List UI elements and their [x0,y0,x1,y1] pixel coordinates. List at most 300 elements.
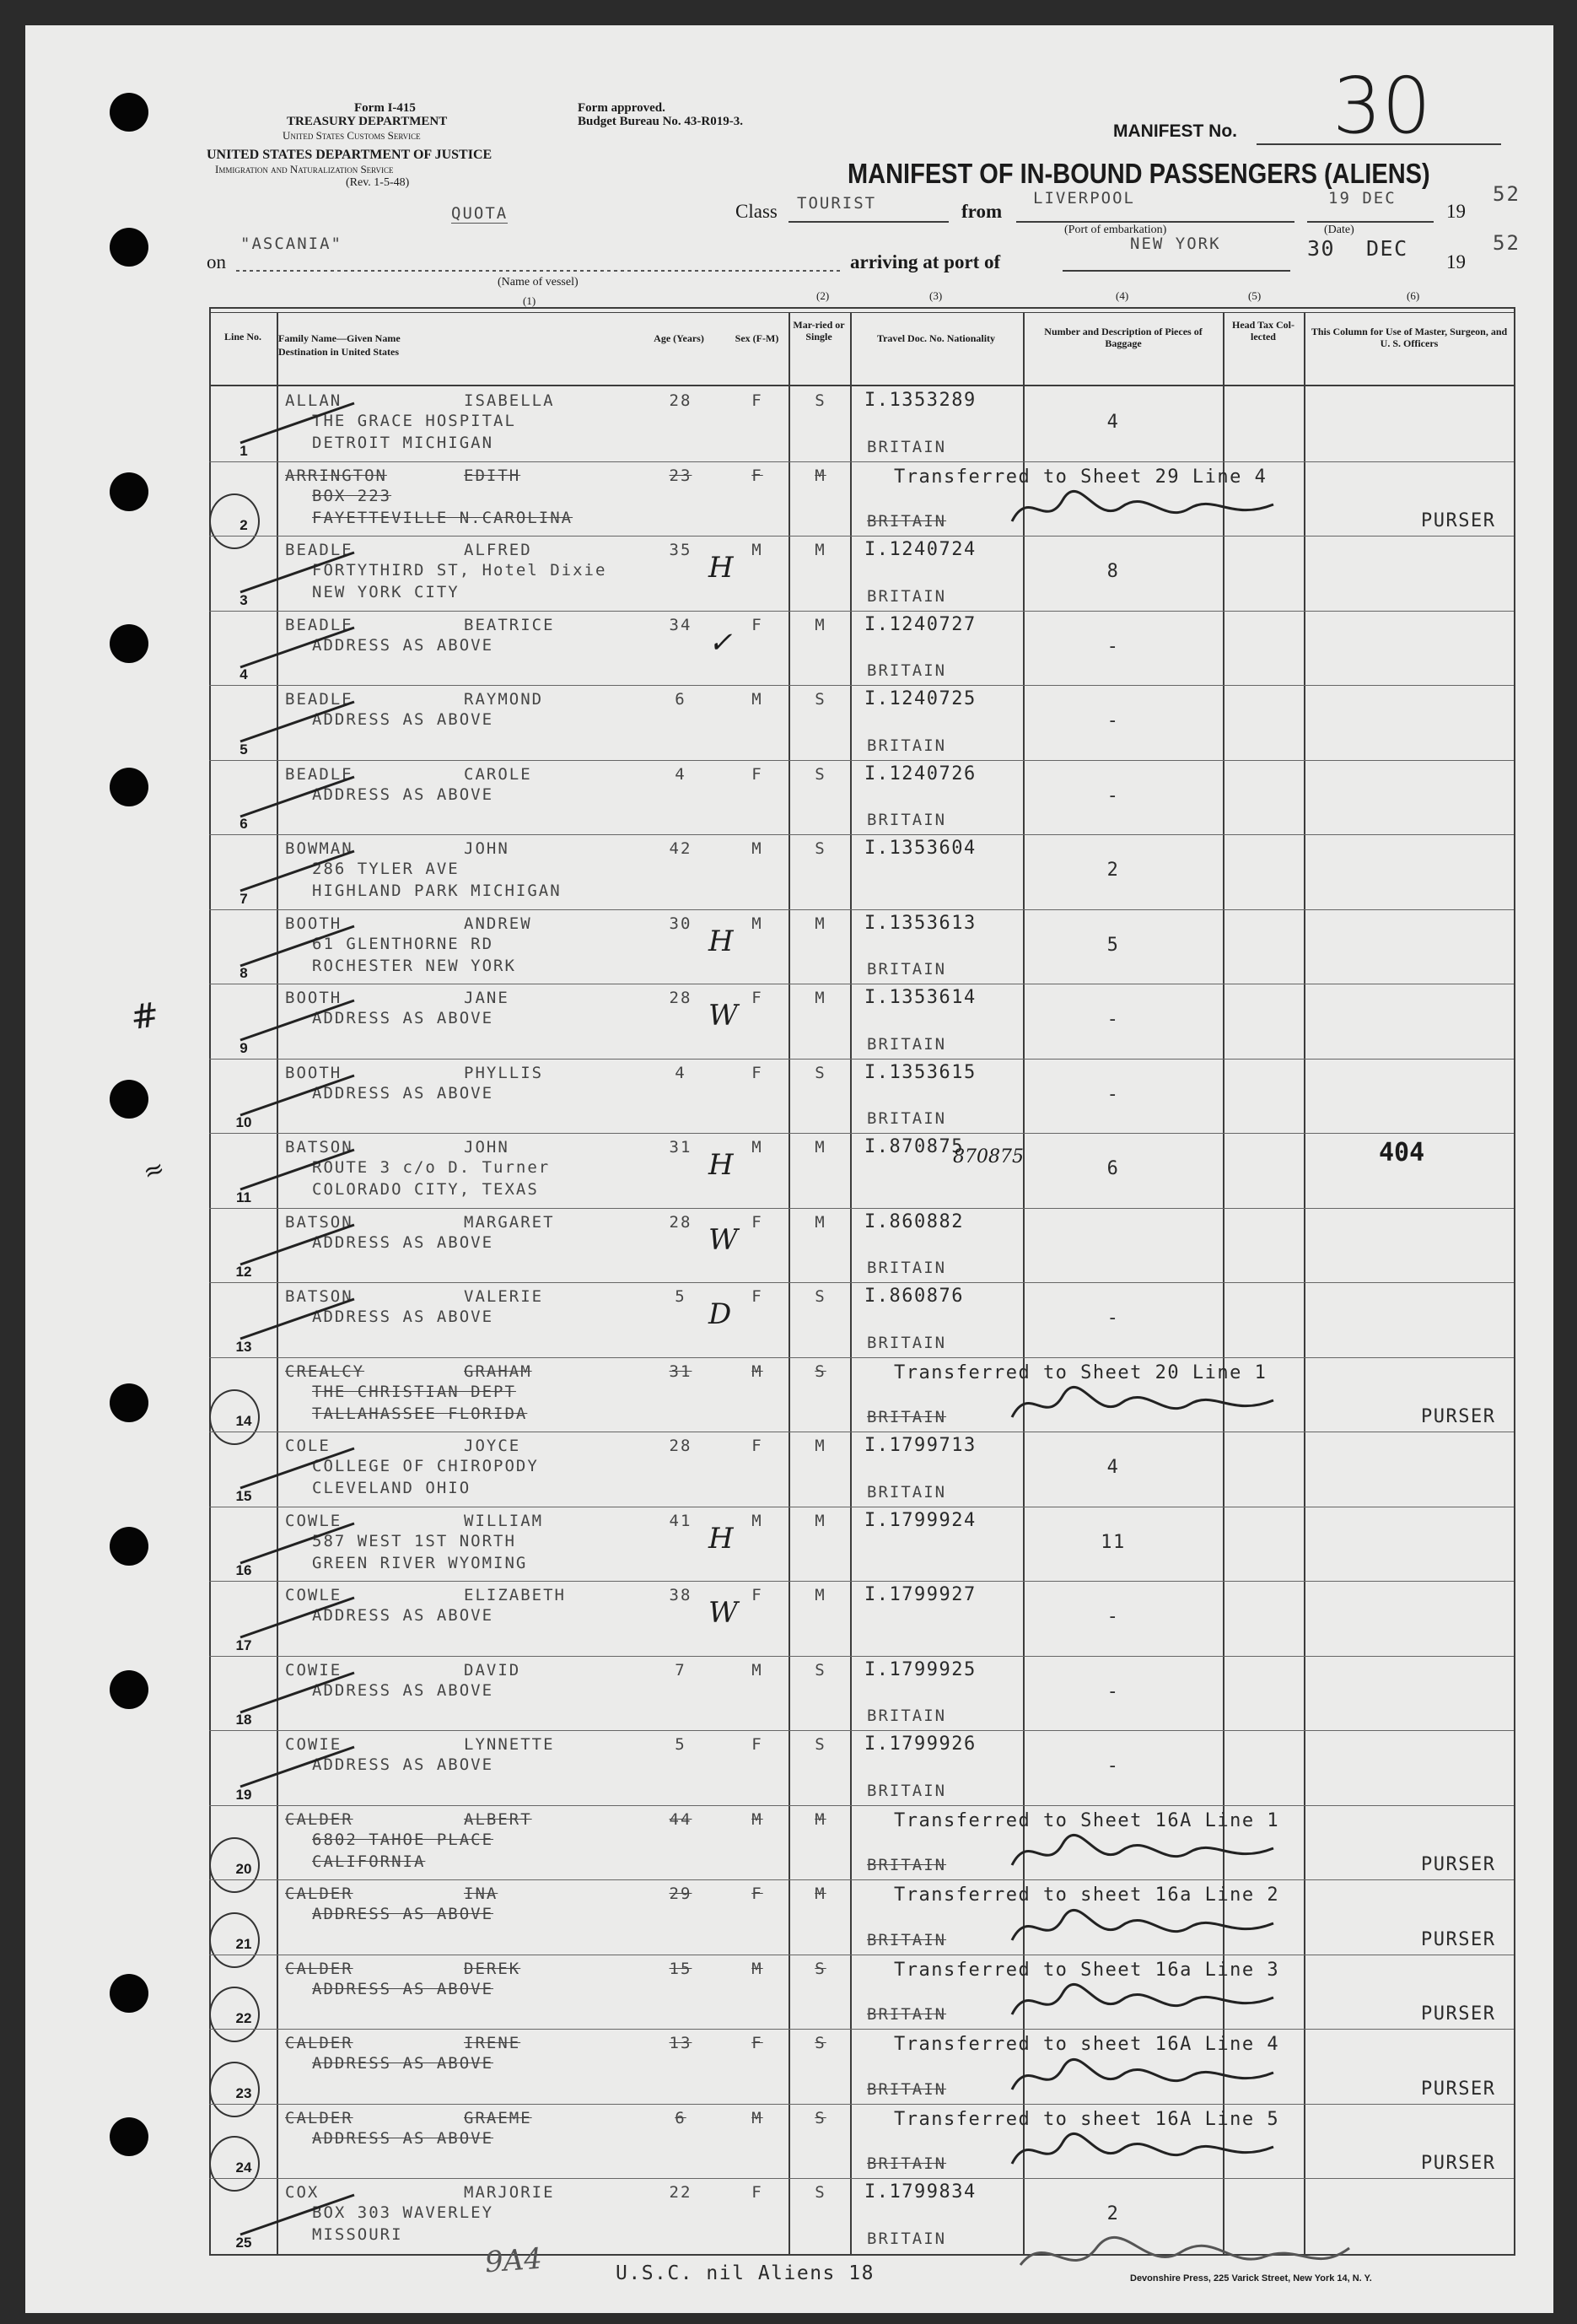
marital-status: M [815,1437,826,1455]
travel-doc-no: I.1799926 [864,1734,977,1755]
handwritten-mark: W [708,999,738,1033]
given-name: PHYLLIS [464,1063,544,1082]
age: 22 [669,2183,692,2202]
check-slash-mark [236,2188,363,2239]
binder-hole [110,1383,148,1422]
travel-doc-no: I.1353615 [864,1061,977,1083]
marital-status: S [815,1063,826,1082]
family-name: BATSON [285,1138,353,1157]
row-divider [209,611,1514,612]
port-embarkation: LIVERPOOL [1033,189,1135,208]
binder-hole [110,768,148,806]
baggage-count: 8 [1106,561,1120,582]
address-line-1: FORTYTHIRD ST, Hotel Dixie [312,561,607,580]
footer-handwritten: 9A4 [483,2241,544,2280]
travel-doc-no: I.1799927 [864,1584,977,1605]
line-number: 1 [240,442,248,459]
marital-status: M [815,466,826,485]
given-name: CAROLE [464,764,532,784]
sex: F [751,615,763,634]
transfer-note: Transferred to Sheet 20 Line 1 [894,1362,1268,1383]
marital-status: M [815,1511,826,1530]
check-slash-mark [236,396,363,447]
customs-service: United States Customs Service [283,129,421,142]
sex: F [751,1063,763,1082]
purser-signature [1004,2052,1282,2102]
marital-status: S [815,391,826,410]
marital-status: M [815,1212,826,1232]
purser-signature [1004,1902,1282,1953]
baggage-count: - [1106,785,1120,806]
row-divider [209,685,1514,686]
address-line-1: THE CHRISTIAN DEPT [312,1382,516,1401]
marital-status: M [815,541,826,559]
marital-status: M [815,914,826,933]
age: 28 [669,1437,692,1455]
header-bottom-rule [209,385,1514,386]
travel-doc-no: I.1240725 [864,688,977,709]
purser-label: PURSER [1421,2003,1496,2025]
marital-status: M [815,1809,826,1829]
line-number: 13 [235,1338,252,1355]
baggage-count: 4 [1106,412,1120,433]
marital-status: S [815,2108,826,2127]
age: 34 [669,615,692,634]
given-name: ALFRED [464,541,532,559]
purser-label: PURSER [1421,1928,1496,1950]
transfer-note: Transferred to Sheet 16A Line 1 [894,1809,1280,1831]
quota-stamp: QUOTA [451,204,509,223]
sex: F [751,764,763,784]
check-slash-mark [236,1517,363,1567]
age: 4 [675,1063,686,1082]
handwritten-mark: H [708,1148,734,1182]
line-number: 9 [240,1039,248,1056]
address-line-1: ADDRESS AS ABOVE [312,710,494,729]
travel-doc-no: I.1240726 [864,763,977,785]
nationality: BRITAIN [867,1781,947,1800]
family-name: BOOTH [285,989,342,1007]
marital-status: S [815,2034,826,2052]
baggage-count: - [1106,1680,1120,1702]
col-rule [1304,312,1305,2256]
header-travel-doc: Travel Doc. No. Nationality [876,332,996,344]
address-line-2: GREEN RIVER WYOMING [312,1553,528,1572]
line-number: 20 [235,1861,252,1877]
line-circle [209,1987,260,2042]
line-number: 7 [240,890,248,907]
line-number: 25 [235,2234,252,2251]
address-line-2: COLORADO CITY, TEXAS [312,1180,539,1199]
age: 42 [669,839,692,858]
transfer-note: Transferred to Sheet 29 Line 4 [894,466,1268,488]
marital-status: M [815,1138,826,1157]
given-name: JOYCE [464,1437,521,1455]
nationality: BRITAIN [867,586,947,606]
handwritten-mark: H [708,1521,734,1556]
address-line-1: 286 TYLER AVE [312,860,460,878]
treasury-dept: TREASURY DEPARTMENT [287,115,448,128]
baggage-count: - [1106,1308,1120,1329]
printer-credit: Devonshire Press, 225 Varick Street, New York 14, N. Y. [1130,2273,1372,2284]
nationality: BRITAIN [867,2154,947,2173]
check-slash-mark [236,1292,363,1343]
age: 28 [669,391,692,410]
table-top-rule-2 [209,312,1514,313]
purser-signature [1004,1379,1282,1430]
arrival-port: NEW YORK [1130,235,1221,253]
nationality: BRITAIN [867,2005,947,2024]
address-line-1: 61 GLENTHORNE RD [312,934,494,953]
address-line-1: ADDRESS AS ABOVE [312,1979,494,1998]
sex: F [751,1437,763,1455]
purser-label: PURSER [1421,1854,1496,1875]
marital-status: S [815,1362,826,1381]
binder-hole [110,1080,148,1119]
binder-hole [110,1527,148,1566]
sex: M [751,690,763,709]
given-name: JOHN [464,839,509,858]
nationality: BRITAIN [867,1856,947,1874]
address-line-1: ADDRESS AS ABOVE [312,635,494,655]
sex: M [751,1362,763,1381]
family-name: BEADLE [285,541,353,559]
family-name: BOOTH [285,914,342,933]
colnum-4: (4) [1116,289,1129,302]
address-line-2: ROCHESTER NEW YORK [312,956,516,975]
line-circle [209,1389,260,1445]
given-name: VALERIE [464,1287,544,1306]
nationality: BRITAIN [867,1408,947,1426]
colnum-1: (1) [523,294,536,307]
marital-status: S [815,2183,826,2202]
official-number: 404 [1379,1138,1425,1167]
age: 7 [675,1660,686,1680]
on-label: on [207,251,226,272]
given-name: EDITH [464,466,521,485]
family-name: COX [285,2183,320,2202]
sex: F [751,1735,763,1754]
family-name: CALDER [285,1809,353,1829]
given-name: MARJORIE [464,2183,555,2202]
family-name: COWLE [285,1511,342,1530]
row-divider [209,536,1514,537]
marital-status: S [815,690,826,709]
check-slash-mark [236,1740,363,1791]
address-line-2: CLEVELAND OHIO [312,1479,471,1497]
given-name: IRENE [464,2034,521,2052]
line-circle [209,1837,260,1893]
transfer-note: Transferred to sheet 16A Line 4 [894,2034,1280,2055]
embark-date: 19 DEC [1328,189,1397,208]
sex: M [751,839,763,858]
family-name: BATSON [285,1287,353,1306]
col-rule [1514,307,1515,2256]
baggage-count: 5 [1106,934,1120,956]
address-line-1: ROUTE 3 c/o D. Turner [312,1158,551,1177]
header-destination: Destination in United States [278,346,400,358]
check-slash-mark [236,1143,363,1194]
sex: M [751,914,763,933]
from-label: from [961,201,1003,222]
line-number: 24 [235,2160,252,2176]
given-name: LYNNETTE [464,1735,555,1754]
line-number: 6 [240,816,248,832]
baggage-count: - [1106,1755,1120,1777]
age: 35 [669,541,692,559]
travel-doc-no: I.1353289 [864,390,977,411]
row-divider [209,834,1514,835]
address-line-2: NEW YORK CITY [312,583,460,601]
row-divider [209,1805,1514,1806]
port-caption: (Port of embarkation) [1064,224,1167,236]
baggage-count: - [1106,1606,1120,1627]
purser-signature [1004,1827,1282,1878]
purser-label: PURSER [1421,510,1496,531]
purser-label: PURSER [1421,2153,1496,2174]
check-slash-mark [236,1442,363,1492]
age: 28 [669,989,692,1007]
given-name: JOHN [464,1138,509,1157]
age: 31 [669,1362,692,1381]
arriving-label: arriving at port of [850,251,1001,272]
vessel-caption: (Name of vessel) [498,276,579,288]
travel-doc-no: I.1799924 [864,1509,977,1531]
nationality: BRITAIN [867,736,947,755]
family-name: CALDER [285,1885,353,1903]
address-line-1: ADDRESS AS ABOVE [312,1308,494,1326]
line-number: 14 [235,1413,252,1429]
nationality: BRITAIN [867,1930,947,1949]
travel-doc-no: I.1799834 [864,2181,977,2203]
line-circle [209,2062,260,2117]
family-name: COWLE [285,1586,342,1604]
nationality: BRITAIN [867,1482,947,1502]
age: 15 [669,1959,692,1978]
given-name: INA [464,1885,498,1903]
address-line-1: BOX 223 [312,486,392,505]
handwritten-mark: W [708,1222,738,1257]
row-divider [209,909,1514,910]
line-number: 15 [235,1487,252,1504]
address-line-1: 587 WEST 1ST NORTH [312,1531,516,1550]
age: 6 [675,2108,686,2127]
family-name: BEADLE [285,764,353,784]
nationality: BRITAIN [867,1707,947,1725]
address-line-1: ADDRESS AS ABOVE [312,2054,494,2073]
form-number: Form I-415 [354,101,416,115]
family-name: CALDER [285,2034,353,2052]
family-name: COWIE [285,1735,342,1754]
age: 23 [669,466,692,485]
check-slash-mark [236,1591,363,1642]
check-slash-mark [236,621,363,671]
handwritten-mark: W [708,1596,738,1630]
margin-mark: # [127,995,162,1038]
colnum-3: (3) [929,289,943,302]
address-line-2: MISSOURI [312,2225,403,2244]
address-line-1: 6802 TAHOE PLACE [312,1830,494,1849]
line-number: 19 [235,1786,252,1803]
header-age: Age (Years) [654,332,704,344]
check-slash-mark [236,1218,363,1269]
row-divider [209,1282,1514,1283]
row-divider [209,1581,1514,1582]
purser-signature [1004,2126,1282,2176]
arrival-port-line [1063,270,1290,272]
address-line-1: ADDRESS AS ABOVE [312,1232,494,1252]
address-line-2: TALLAHASSEE FLORIDA [312,1404,528,1423]
transfer-note: Transferred to sheet 16a Line 2 [894,1885,1280,1906]
family-name: BOWMAN [285,839,353,858]
nationality: BRITAIN [867,2079,947,2099]
age: 41 [669,1511,692,1530]
marital-status: M [815,1586,826,1604]
nationality: BRITAIN [867,661,947,680]
nationality: BRITAIN [867,1109,947,1128]
ins-service: Immigration and Naturalization Service [215,163,394,175]
binder-hole [110,472,148,511]
address-line-1: ADDRESS AS ABOVE [312,1755,494,1774]
sex: M [751,1959,763,1978]
row-divider [209,2029,1514,2030]
given-name: ISABELLA [464,391,555,410]
given-name: ANDREW [464,914,532,933]
sex: F [751,391,763,410]
marital-status: M [815,1885,826,1903]
marital-status: S [815,764,826,784]
colnum-6: (6) [1407,289,1420,302]
age: 29 [669,1885,692,1903]
sex: M [751,2108,763,2127]
handwritten-mark: H [708,924,734,958]
age: 5 [675,1735,686,1754]
check-slash-mark [236,546,363,596]
nationality: BRITAIN [867,1259,947,1277]
row-divider [209,1730,1514,1731]
line-number: 10 [235,1114,252,1130]
age: 31 [669,1138,692,1157]
date-caption: (Date) [1324,224,1354,236]
table-top-rule [209,307,1514,309]
given-name: WILLIAM [464,1511,544,1530]
age: 13 [669,2034,692,2052]
handwritten-mark: ✓ [708,625,733,660]
address-line-1: THE GRACE HOSPITAL [312,412,516,430]
given-name: GRAEME [464,2108,532,2127]
sex: M [751,1511,763,1530]
sex: M [751,541,763,559]
family-name: BEADLE [285,690,353,709]
age: 6 [675,690,686,709]
line-number: 8 [240,965,248,981]
binder-hole [110,624,148,663]
travel-doc-no: I.860882 [864,1211,964,1232]
line-number: 2 [240,517,248,533]
arrival-month: DEC [1366,236,1408,261]
manifest-no-label: MANIFEST No. [1113,121,1237,141]
baggage-count: - [1106,1009,1120,1030]
family-name: BOOTH [285,1063,342,1082]
header-married: Mar-ried or Single [793,319,845,342]
footer-summary: U.S.C. nil Aliens 18 [616,2262,875,2284]
travel-doc-no: I.860876 [864,1286,964,1307]
baggage-count: - [1106,635,1120,657]
line-number: 3 [240,591,248,608]
check-slash-mark [236,1666,363,1717]
travel-doc-no: I.1353604 [864,838,977,859]
line-circle [209,493,260,549]
form-revision: (Rev. 1-5-48) [346,176,410,189]
line-number: 22 [235,2010,252,2026]
nationality: BRITAIN [867,2229,947,2248]
line-number: 21 [235,1935,252,1952]
family-name: COWIE [285,1660,342,1680]
check-slash-mark [236,770,363,821]
year-prefix: 19 [1446,201,1466,222]
baggage-count: - [1106,710,1120,731]
sex: F [751,466,763,485]
travel-doc-no: I.1240727 [864,613,977,635]
given-name: RAYMOND [464,690,544,709]
handwritten-mark: D [708,1297,732,1331]
manifest-title: MANIFEST OF IN-BOUND PASSENGERS (ALIENS) [848,159,1430,190]
justice-dept: UNITED STATES DEPARTMENT OF JUSTICE [207,148,492,162]
col-rule [850,312,852,2256]
baggage-count: 2 [1106,2203,1120,2224]
budget-bureau: Budget Bureau No. 43-R019-3. [578,115,743,128]
header-sex: Sex (F-M) [735,332,779,344]
nationality: BRITAIN [867,960,947,979]
purser-label: PURSER [1421,1406,1496,1427]
line-circle [209,2136,260,2192]
manifest-number: 30 [1332,61,1432,151]
manifest-page [25,25,1553,2313]
row-divider [209,1656,1514,1657]
given-name: MARGARET [464,1212,555,1232]
age: 5 [675,1287,686,1306]
given-name: GRAHAM [464,1362,532,1381]
line-number: 23 [235,2084,252,2101]
age: 30 [669,914,692,933]
purser-signature [1004,483,1282,534]
given-name: DAVID [464,1660,521,1680]
vessel-name: "ASCANIA" [240,235,342,253]
age: 28 [669,1212,692,1232]
vessel-line [236,270,843,272]
purser-label: PURSER [1421,2078,1496,2100]
line-circle [209,1912,260,1968]
col-rule [209,307,211,2256]
address-line-1: ADDRESS AS ABOVE [312,1606,494,1625]
given-name: ELIZABETH [464,1586,566,1604]
binder-hole [110,93,148,132]
address-line-1: ADDRESS AS ABOVE [312,1680,494,1700]
handwritten-mark: H [708,551,734,585]
travel-doc-no: I.1240724 [864,539,977,560]
given-name: DEREK [464,1959,521,1978]
binder-hole [110,1974,148,2013]
row-divider [209,1059,1514,1060]
family-name: ARRINGTON [285,466,387,485]
handwritten-note: 870875 [953,1146,1024,1167]
col-rule [277,312,278,2256]
baggage-count: 11 [1101,1531,1126,1553]
address-line-1: BOX 303 WAVERLEY [312,2203,494,2222]
travel-doc-no: I.1799925 [864,1658,977,1680]
nationality: BRITAIN [867,1034,947,1054]
binder-hole [110,228,148,267]
